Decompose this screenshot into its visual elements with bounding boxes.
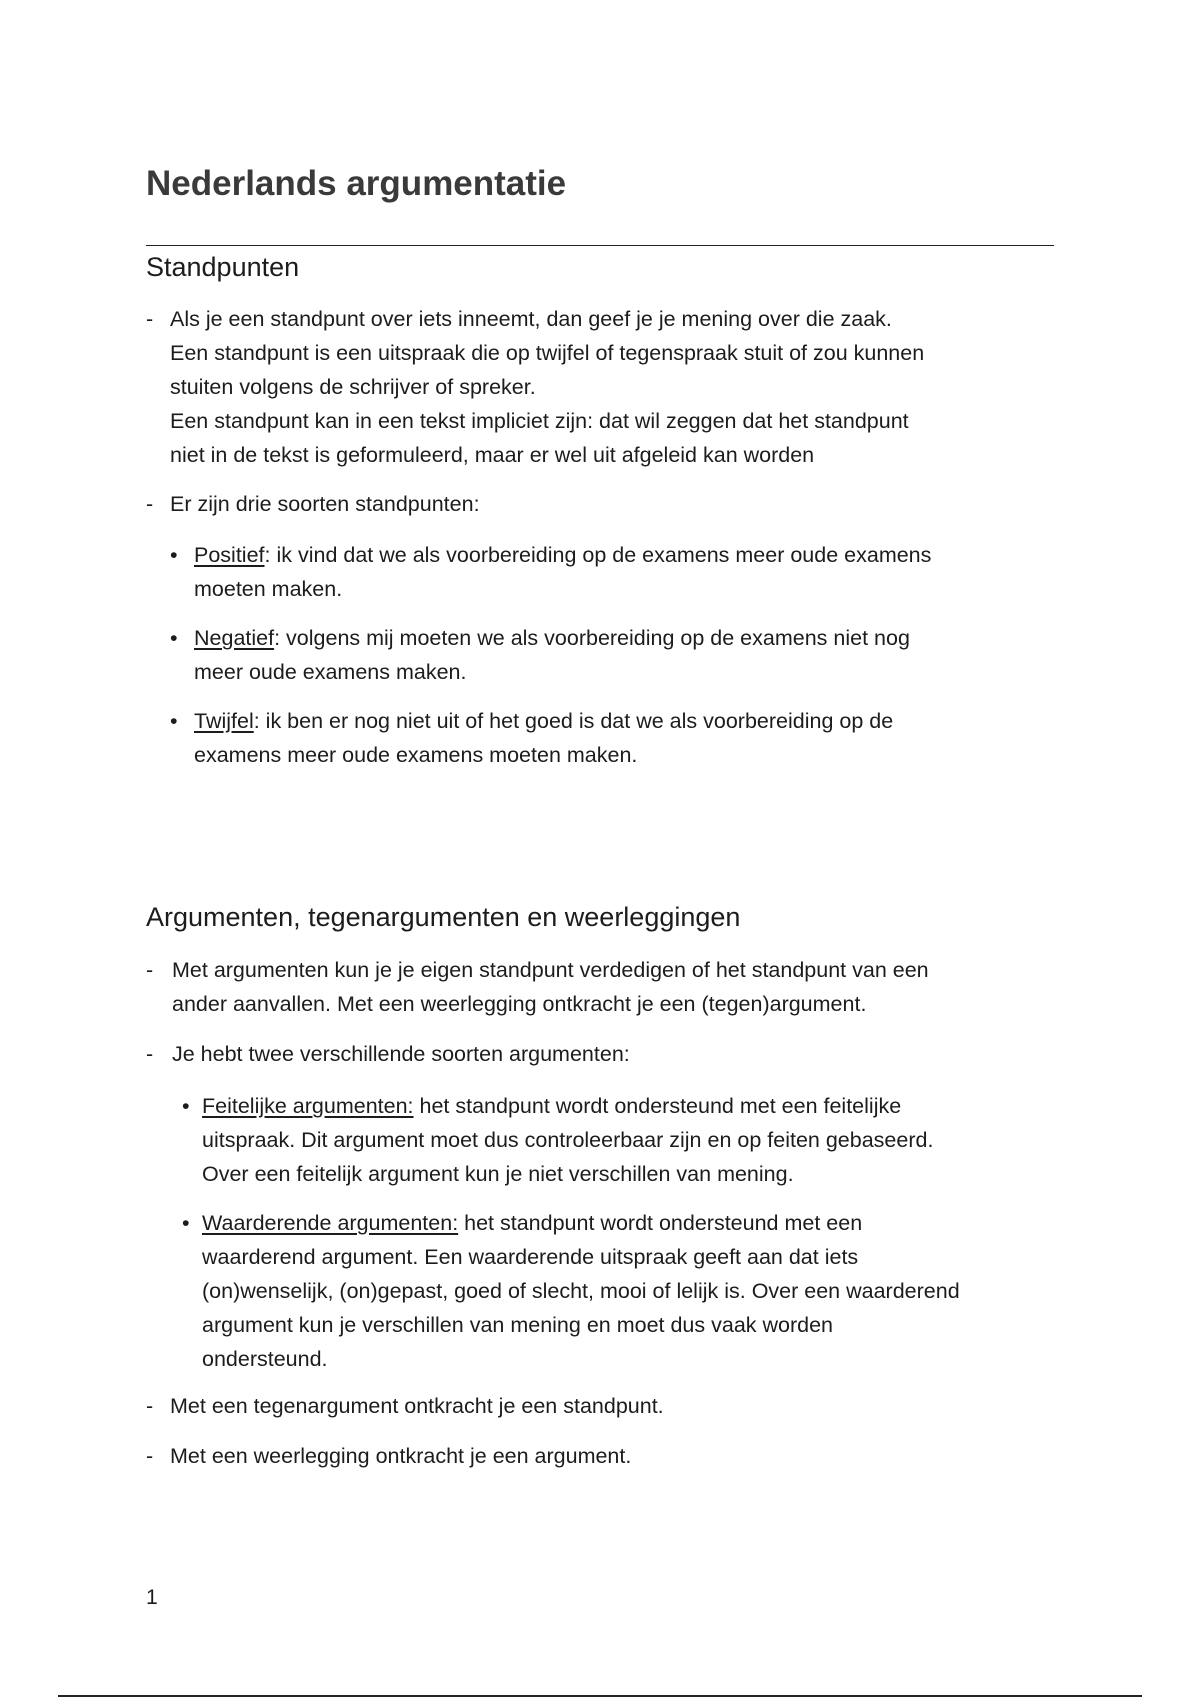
text-line: het standpunt wordt ondersteund met een [458, 1211, 863, 1235]
dash-marker: - [146, 958, 154, 982]
term-waarderende-argumenten: Waarderende argumenten: [202, 1211, 459, 1235]
term-twijfel: Twijfel [194, 709, 254, 733]
text-line: Met argumenten kun je je eigen standpunt verdedigen of het standpunt van een [172, 958, 929, 982]
dash-marker: - [146, 1444, 154, 1468]
dash-item-tegenargument [146, 1389, 1066, 1423]
text-line: Een standpunt kan in een tekst impliciet zijn: dat wil zeggen dat het standpunt [170, 409, 909, 433]
text-line: examens meer oude examens moeten maken. [194, 743, 638, 767]
bullet-item-feitelijke-argumenten [146, 1089, 1066, 1191]
section-heading-standpunten: Standpunten [146, 252, 300, 282]
bullet-item-waarderende-argumenten [146, 1206, 1066, 1376]
bullet-item-negatief [146, 621, 1066, 689]
text-line: (on)wenselijk, (on)gepast, goed of slecht, mooi of lelijk is. Over een waarderend [202, 1279, 960, 1303]
dash-marker: - [146, 1042, 154, 1066]
text-line: Er zijn drie soorten standpunten: [170, 492, 480, 516]
text-line: uitspraak. Dit argument moet dus controleerbaar zijn en op feiten gebaseerd. [202, 1128, 934, 1152]
footer-divider [58, 1695, 1142, 1697]
dash-item-soorten-argumenten [146, 1037, 1066, 1071]
bullet-item-positief [146, 538, 1066, 606]
title-divider [146, 245, 1054, 246]
page-number: 1 [146, 1586, 158, 1609]
dash-marker: - [146, 1394, 154, 1418]
text-line: Met een tegenargument ontkracht je een standpunt. [170, 1394, 664, 1418]
text-line: Je hebt twee verschillende soorten argumenten: [172, 1042, 630, 1066]
dash-item-weerlegging [146, 1439, 1066, 1473]
text-line: : ik ben er nog niet uit of het goed is dat we als voorbereiding op de [253, 709, 894, 733]
text-line: : volgens mij moeten we als voorbereiding op de examens niet nog [274, 626, 910, 650]
term-negatief: Negatief [194, 626, 275, 650]
section-heading-argumenten: Argumenten, tegenargumenten en weerleggingen [146, 902, 741, 932]
bullet-marker: • [170, 709, 178, 733]
text-line: Met een weerlegging ontkracht je een argument. [170, 1444, 632, 1468]
dash-item-soorten-standpunten [146, 487, 1066, 521]
bullet-marker: • [170, 543, 178, 567]
text-line: Als je een standpunt over iets inneemt, dan geef je je mening over die zaak. [170, 307, 892, 331]
text-line: Een standpunt is een uitspraak die op twijfel of tegenspraak stuit of zou kunnen [170, 341, 925, 365]
dash-marker: - [146, 492, 154, 516]
text-line: waarderend argument. Een waarderende uitspraak geeft aan dat iets [202, 1245, 859, 1269]
dash-item-standpunt-definition [146, 302, 1066, 472]
bullet-marker: • [182, 1094, 190, 1118]
text-line: ander aanvallen. Met een weerlegging ontkracht je een (tegen)argument. [172, 992, 867, 1016]
text-line: moeten maken. [194, 577, 343, 601]
text-line: niet in de tekst is geformuleerd, maar er wel uit afgeleid kan worden [170, 443, 815, 467]
text-line: argument kun je verschillen van mening en moet dus vaak worden [202, 1313, 834, 1337]
text-line: : ik vind dat we als voorbereiding op de examens meer oude examens [264, 543, 932, 567]
term-positief: Positief [194, 543, 265, 567]
text-line: Over een feitelijk argument kun je niet verschillen van mening. [202, 1162, 794, 1186]
text-line: ondersteund. [202, 1347, 328, 1371]
dash-marker: - [146, 307, 154, 331]
bullet-marker: • [182, 1211, 190, 1235]
bullet-item-twijfel [146, 704, 1066, 772]
page-title: Nederlands argumentatie [146, 164, 567, 203]
bullet-marker: • [170, 626, 178, 650]
text-line: meer oude examens maken. [194, 660, 467, 684]
term-feitelijke-argumenten: Feitelijke argumenten: [202, 1094, 414, 1118]
dash-item-argumenten-definition [146, 953, 1066, 1021]
text-line: het standpunt wordt ondersteund met een feitelijke [413, 1094, 902, 1118]
text-line: stuiten volgens de schrijver of spreker. [170, 375, 536, 399]
